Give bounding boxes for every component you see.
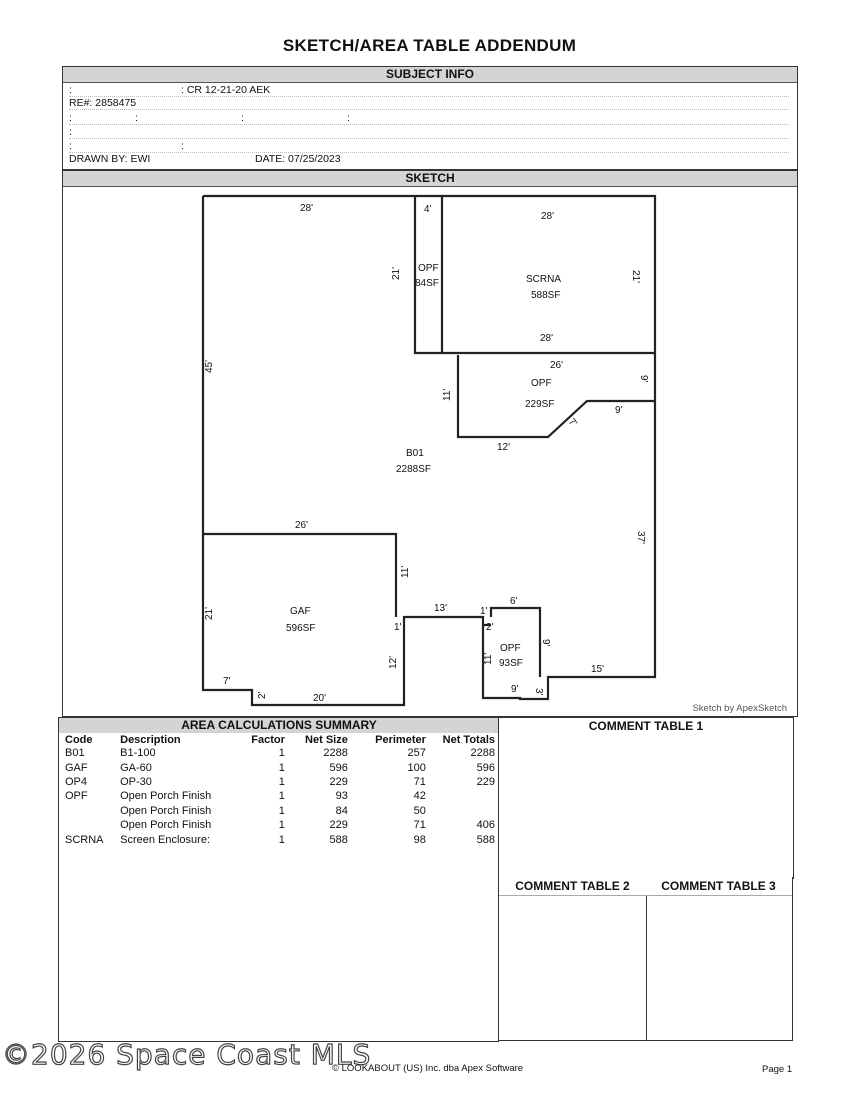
subject-line-5: : : — [69, 140, 789, 153]
cell-code: OP4 — [65, 775, 88, 788]
dim-label: 13' — [434, 603, 448, 614]
cell-net-total: 596 — [476, 761, 495, 774]
dim-label: 2' — [257, 691, 268, 699]
cell-perimeter: 98 — [413, 833, 426, 846]
subject-info-header: SUBJECT INFO — [63, 67, 797, 83]
dim-label: 2' — [486, 622, 494, 633]
area-label-b01: B01 — [406, 448, 424, 459]
area-calculations-box — [58, 717, 499, 1042]
file-number: : CR 12-21-20 AEK — [181, 84, 271, 96]
cell-factor: 1 — [278, 819, 285, 832]
dim-label: 1' — [480, 606, 488, 617]
cell-net-total: 406 — [476, 819, 495, 832]
cell-code: OPF — [65, 790, 88, 803]
cell-net-size: 229 — [329, 819, 348, 832]
dim-label: 9' — [540, 639, 551, 647]
dim-label: 45' — [204, 359, 215, 373]
table-row — [61, 775, 499, 789]
dim-label: 12' — [497, 442, 511, 453]
cell-net-size: 588 — [329, 833, 348, 846]
cell-factor: 1 — [278, 790, 285, 803]
sketch-header: SKETCH — [63, 171, 797, 187]
area-size-scrna: 588SF — [531, 290, 561, 301]
col-description: Description — [120, 734, 181, 746]
col-factor: Factor — [251, 734, 285, 746]
dim-label: 28' — [540, 333, 554, 344]
col-net-size: Net Size — [305, 734, 348, 746]
subject-line-3: : : : : — [69, 112, 789, 125]
cell-perimeter: 71 — [413, 819, 426, 832]
drawn-by: DRAWN BY: EWI — [69, 153, 151, 165]
dim-label: 15' — [591, 664, 605, 675]
area-label-opf-84: OPF — [418, 263, 439, 274]
cell-description: Open Porch Finish — [120, 819, 212, 832]
sketch-credit: Sketch by ApexSketch — [692, 703, 787, 714]
cell-net-total — [430, 804, 499, 818]
cell-factor: 1 — [278, 761, 285, 774]
cell-net-total: 229 — [476, 775, 495, 788]
mls-watermark: ©2026 Space Coast MLS — [2, 1038, 372, 1071]
comment-table-1 — [498, 717, 794, 879]
cell-description: Open Porch Finish — [120, 790, 212, 803]
dim-label: 37' — [635, 531, 646, 545]
cell-net-size: 93 — [335, 790, 348, 803]
cell-perimeter: 50 — [413, 804, 426, 817]
cell-net-total — [430, 789, 499, 803]
dim-label: 6' — [510, 596, 518, 607]
cell-perimeter: 71 — [413, 775, 426, 788]
cell-description: Screen Enclosure: — [120, 833, 211, 846]
area-summary-header-row — [61, 734, 499, 746]
dim-label: 26' — [550, 360, 564, 371]
col-code: Code — [65, 734, 93, 746]
area-summary-rows — [61, 746, 499, 847]
dim-label: 11' — [483, 652, 494, 665]
col-net-totals: Net Totals — [442, 734, 495, 746]
dim-label: 21' — [204, 606, 215, 620]
area-label-opf-229: OPF — [531, 378, 552, 389]
cell-net-size: 596 — [329, 761, 348, 774]
cell-net-size: 2288 — [323, 747, 348, 760]
dim-label: 12' — [388, 655, 399, 669]
dim-label: 20' — [313, 693, 327, 704]
col-perimeter: Perimeter — [375, 734, 426, 746]
cell-net-total: 588 — [476, 833, 495, 846]
footer-company: © LOOKABOUT (US) Inc. dba Apex Software — [332, 1063, 524, 1074]
cell-code: B01 — [65, 747, 85, 760]
comment-table-2 — [498, 877, 647, 1041]
cell-code: GAF — [65, 761, 88, 774]
dim-label: 7' — [223, 676, 231, 687]
dim-label: 9' — [511, 684, 519, 695]
dim-label: 21' — [391, 266, 402, 280]
gaf-outline — [203, 534, 396, 617]
area-summary-header: AREA CALCULATIONS SUMMARY — [59, 718, 499, 733]
area-summary-table — [61, 734, 499, 847]
comment-table-3-header: COMMENT TABLE 3 — [645, 877, 792, 896]
area-label-gaf: GAF — [290, 606, 311, 617]
cell-factor: 1 — [278, 804, 285, 817]
dim-label: 28' — [300, 203, 314, 214]
cell-perimeter: 100 — [407, 761, 426, 774]
dim-label: 11' — [400, 565, 411, 578]
dim-label: 9' — [615, 405, 623, 416]
table-row — [61, 789, 499, 803]
document-title: SKETCH/AREA TABLE ADDENDUM — [282, 36, 577, 55]
table-row — [61, 760, 499, 774]
area-label-scrna: SCRNA — [526, 274, 562, 285]
area-size-gaf: 596SF — [286, 623, 316, 634]
table-row — [61, 832, 499, 846]
cell-net-total: 2288 — [470, 747, 495, 760]
dim-label: 21' — [630, 270, 641, 284]
dim-label: 11' — [442, 388, 453, 401]
re-number: RE#: 2858475 — [69, 97, 137, 109]
dim-label: 28' — [541, 211, 555, 222]
cell-description: Open Porch Finish — [120, 804, 212, 817]
subject-line-1: : : CR 12-21-20 AEK — [69, 84, 789, 97]
cell-factor: 1 — [278, 747, 285, 760]
cell-perimeter: 257 — [407, 747, 426, 760]
dim-label: 4' — [424, 204, 432, 215]
cell-net-size: 84 — [335, 804, 348, 817]
area-size-opf-229: 229SF — [525, 399, 555, 410]
cell-description: GA-60 — [120, 761, 152, 774]
dim-label: 7' — [565, 416, 579, 430]
opf-84-outline — [415, 196, 442, 353]
sketch-date: DATE: 07/25/2023 — [255, 153, 341, 165]
cell-code — [61, 818, 116, 832]
comment-table-2-header: COMMENT TABLE 2 — [499, 877, 646, 896]
page-number: Page 1 — [762, 1064, 793, 1075]
area-label-opf-93: OPF — [500, 643, 521, 654]
cell-code: SCRNA — [65, 833, 104, 846]
area-size-opf-84: 84SF — [415, 278, 439, 289]
dim-label: 26' — [295, 520, 309, 531]
cell-description: B1-100 — [120, 747, 156, 760]
dim-label: 3' — [533, 688, 544, 696]
cell-description: OP-30 — [120, 775, 152, 788]
dim-label: 9' — [638, 375, 649, 383]
cell-perimeter: 42 — [413, 790, 426, 803]
area-size-opf-93: 93SF — [499, 658, 523, 669]
area-size-b01: 2288SF — [396, 464, 432, 475]
table-row — [61, 746, 499, 760]
cell-factor: 1 — [278, 775, 285, 788]
comment-table-1-header: COMMENT TABLE 1 — [499, 718, 793, 735]
dim-label: 1' — [394, 622, 402, 633]
subject-line-4: : — [69, 126, 789, 139]
cell-net-size: 229 — [329, 775, 348, 788]
cell-code — [61, 804, 116, 818]
comment-table-3 — [645, 877, 793, 1041]
cell-factor: 1 — [278, 833, 285, 846]
table-row — [61, 818, 499, 832]
table-row — [61, 804, 499, 818]
